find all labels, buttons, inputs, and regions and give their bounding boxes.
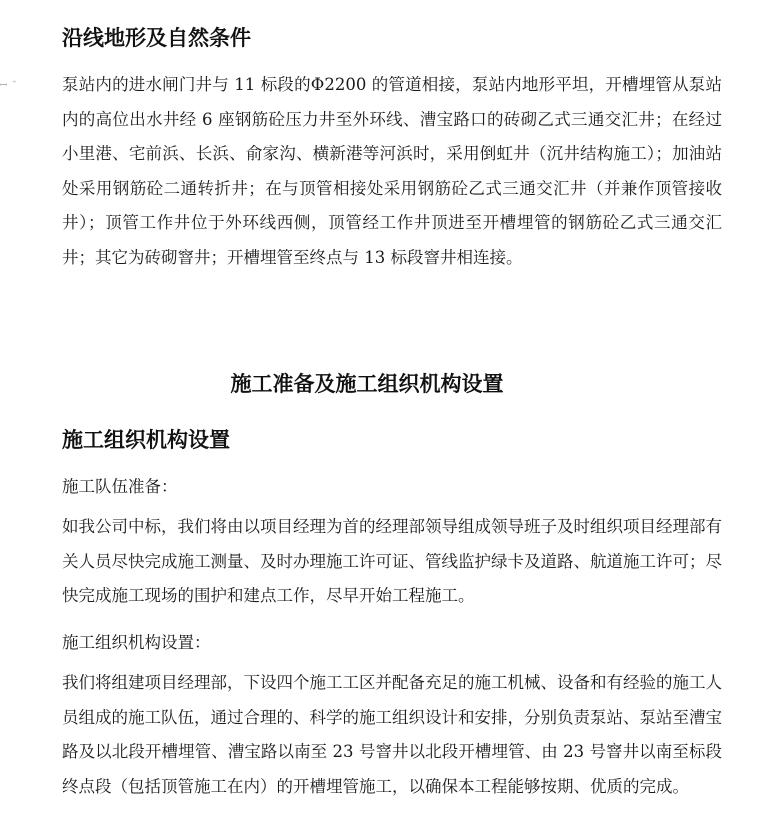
paragraph-organization-label: 施工组织机构设置： bbox=[62, 633, 211, 652]
paragraph-organization: 我们将组建项目经理部，下设四个施工工区并配备充足的施工机械、设备和有经验的施工人员组成的施工队伍，通过合理的、科学的施工组织设计和安排，分别负责泵站、泵站至漕宝路及以北段开槽埋管、漕宝路以南至 23 号窨井以北段开槽埋管、由 23 号窨井以南至标段终点段（包括顶管施工在内）的开槽埋管施工，以确保本工程能够按期、优质的完成。 bbox=[62, 673, 722, 796]
chapter-heading: 施工准备及施工组织机构设置 bbox=[230, 372, 504, 396]
paragraph-team-label: 施工队伍准备： bbox=[62, 477, 178, 496]
margin-comment-marker[interactable]: ꟷ ˇ bbox=[0, 81, 18, 91]
section-heading-terrain: 沿线地形及自然条件 bbox=[62, 26, 251, 50]
section-heading-organization: 施工组织机构设置 bbox=[62, 428, 230, 452]
paragraph-terrain: 泵站内的进水闸门井与 11 标段的Φ2200 的管道相接，泵站内地形平坦，开槽埋管从泵站内的高位出水井经 6 座钢筋砼压力井至外环线、漕宝路口的砖砌乙式三通交汇井；在经过小里港、宅前浜、长浜、俞家沟、横新港等河浜时，采用倒虹井（沉井结构施工）；加油站处采用钢筋砼二通转折井；在与顶管相接处采用钢筋砼乙式三通交汇井（并兼作顶管接收井）；顶管工作井位于外环线西侧，顶管经工作井顶进至开槽埋管的钢筋砼乙式三通交汇井；其它为砖砌窨井；开槽埋管至终点与 13 标段窨井相连接。 bbox=[62, 75, 722, 267]
paragraph-team: 如我公司中标，我们将由以项目经理为首的经理部领导组成领导班子及时组织项目经理部有关人员尽快完成施工测量、及时办理施工许可证、管线监护绿卡及道路、航道施工许可；尽快完成施工现场的围护和建点工作，尽早开始工程施工。 bbox=[62, 517, 722, 605]
